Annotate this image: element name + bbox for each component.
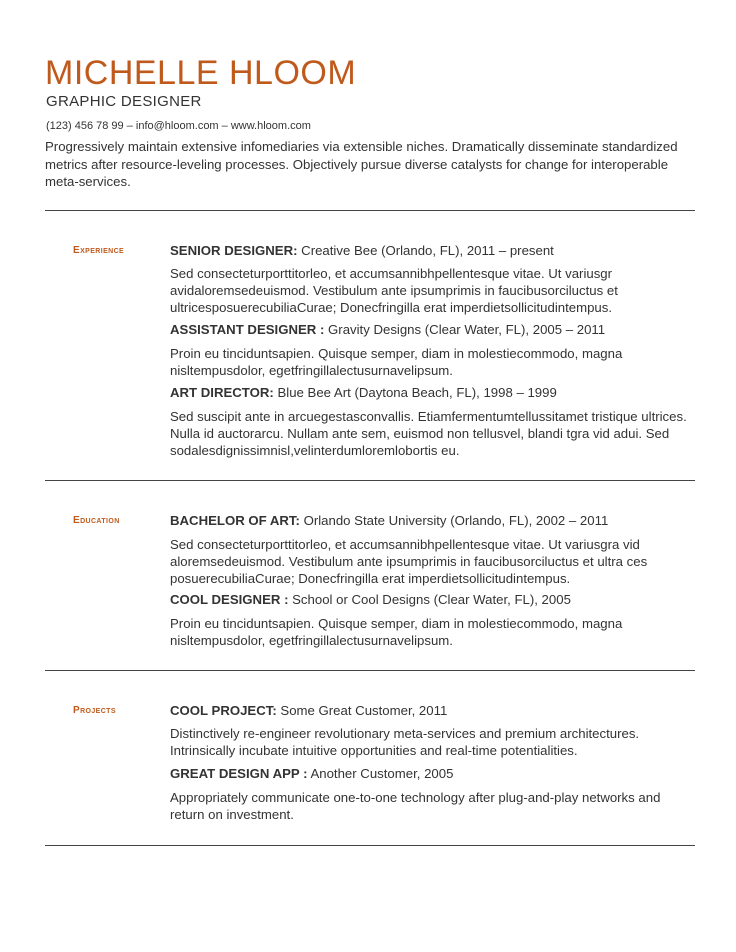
section-label-projects: Projects	[73, 705, 116, 716]
entry-role: BACHELOR OF ART	[170, 513, 296, 528]
experience-entry-heading	[170, 243, 700, 258]
contact-info: (123) 456 78 99 – info@hloom.com – www.hloom.com	[46, 120, 311, 132]
entry-detail: Blue Bee Art (Daytona Beach, FL), 1998 – 1999	[273, 385, 557, 400]
experience-entry-heading	[170, 385, 700, 400]
education-entry-description: Sed consecteturporttitorleo, et accumsannibhpellentesque vitae. Ut variusgra vid aloremsedeuismod. Vestibulum ante ipsumprimis in faucibusorciluctus et ultra ces posuerecubiliaCurae; Donecfringilla erat imperdietsollicitudintempus.	[170, 537, 648, 586]
entry-role: ASSISTANT DESIGNER	[170, 322, 317, 337]
project-entry-heading	[170, 766, 700, 781]
section-divider	[45, 670, 695, 671]
entry-separator: :	[295, 513, 300, 528]
entry-detail: School or Cool Designs (Clear Water, FL), 2005	[288, 592, 571, 607]
entry-detail: Gravity Designs (Clear Water, FL), 2005 – 2011	[324, 322, 606, 337]
education-entry-heading	[170, 592, 700, 607]
section-label-education: Education	[73, 515, 120, 526]
experience-entry-description: Proin eu tinciduntsapien. Quisque semper, diam in molestiecommodo, magna nisltempusdolor, egetfringillalectusurnavelipsum.	[170, 346, 623, 378]
profile-summary: Progressively maintain extensive infomediaries via extensible niches. Dramatically disseminate standardized metrics after resource-leveling processes. Objectively pursue diverse catalysts for change for interoperable meta-services.	[45, 139, 678, 189]
entry-separator: :	[293, 243, 298, 258]
experience-entry-description: Sed consecteturporttitorleo, et accumsannibhpellentesque vitae. Ut variusgr avidaloremsedeuismod. Vestibulum ante ipsumprimis in faucibusorciluctus et ultricesposuerecubiliaCurae; Donecfringilla erat imperdietsollicitudintempus.	[170, 266, 618, 315]
entry-detail: Orlando State University (Orlando, FL), 2002 – 2011	[299, 513, 609, 528]
entry-separator: :	[299, 766, 308, 781]
education-entry-description: Proin eu tinciduntsapien. Quisque semper, diam in molestiecommodo, magna nisltempusdolor, egetfringillalectusurnavelipsum.	[170, 616, 623, 648]
entry-detail: Creative Bee (Orlando, FL), 2011 – present	[297, 243, 554, 258]
entry-separator: :	[280, 592, 289, 607]
entry-separator: :	[316, 322, 325, 337]
entry-role: COOL DESIGNER	[170, 592, 281, 607]
experience-entry-description: Sed suscipit ante in arcuegestasconvallis. Etiamfermentumtellussitamet tristique ultrices. Nulla id auctorarcu. Nullam ante sem, euismod non tellusvel, blandi tgra vid adui. Sed sodalesdignissimnisl,velinterdumloremlobortis eu.	[170, 409, 687, 458]
entry-role: ART DIRECTOR	[170, 385, 270, 400]
entry-separator: :	[272, 703, 277, 718]
entry-separator: :	[269, 385, 274, 400]
entry-detail: Some Great Customer, 2011	[276, 703, 448, 718]
section-label-experience: Experience	[73, 245, 125, 256]
project-entry-description: Appropriately communicate one-to-one technology after plug-and-play networks and return on investment.	[170, 790, 661, 822]
entry-role: COOL PROJECT	[170, 703, 273, 718]
entry-role: GREAT DESIGN APP	[170, 766, 300, 781]
candidate-name: MICHELLE HLOOM	[45, 54, 357, 92]
section-divider	[45, 480, 695, 481]
project-entry-heading	[170, 703, 700, 718]
education-entry-heading	[170, 513, 700, 528]
section-divider	[45, 845, 695, 846]
entry-detail: Another Customer, 2005	[307, 766, 454, 781]
experience-entry-heading	[170, 322, 700, 337]
project-entry-description: Distinctively re-engineer revolutionary meta-services and premium architectures. Intrinsically incubate intuitive opportunities and real-time potentialities.	[170, 726, 640, 758]
section-divider	[45, 210, 695, 211]
job-title: GRAPHIC DESIGNER	[46, 93, 202, 110]
entry-role: SENIOR DESIGNER	[170, 243, 294, 258]
